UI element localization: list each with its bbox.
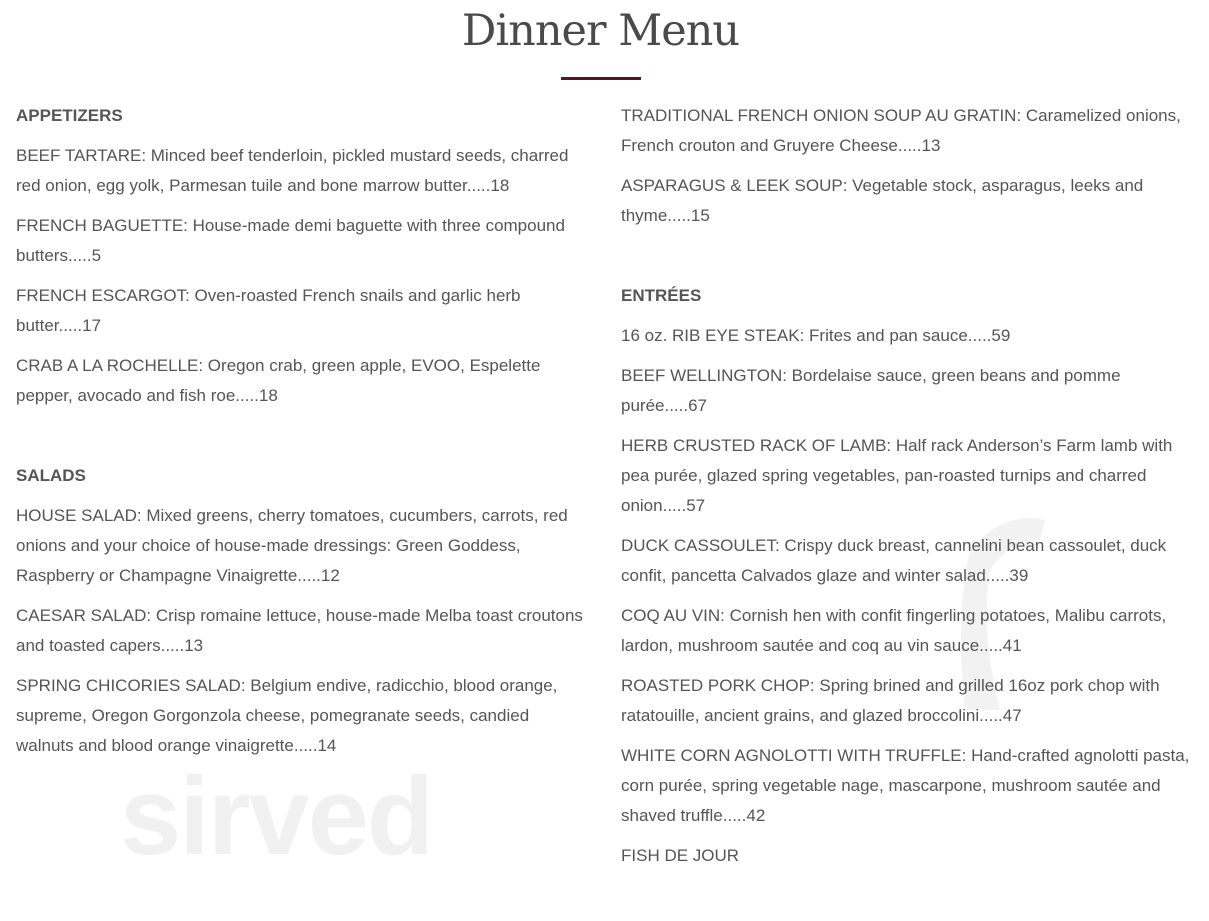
menu-item: WHITE CORN AGNOLOTTI WITH TRUFFLE: Hand-crafted agnolotti pasta, corn purée, spring vegetable nage, mascarpone, mushroom sautée and shaved truffle.....42 <box>621 746 1190 825</box>
menu-item: SPRING CHICORIES SALAD: Belgium endive, radicchio, blood orange, supreme, Oregon Gorgonzola cheese, pomegranate seeds, candied walnuts and blood orange vinaigrette.....14 <box>16 676 558 755</box>
menu-item: TRADITIONAL FRENCH ONION SOUP AU GRATIN: Caramelized onions, French crouton and Gruyere Cheese.....13 <box>621 106 1181 155</box>
menu-item: CAESAR SALAD: Crisp romaine lettuce, house-made Melba toast croutons and toasted capers.....13 <box>16 606 583 655</box>
menu-item: DUCK CASSOULET: Crispy duck breast, cannelini bean cassoulet, duck confit, pancetta Calvados glaze and winter salad.....39 <box>621 536 1167 585</box>
menu-item: CRAB A LA ROCHELLE: Oregon crab, green apple, EVOO, Espelette pepper, avocado and fish roe.....18 <box>16 356 541 405</box>
menu-item: HERB CRUSTED RACK OF LAMB: Half rack Anderson’s Farm lamb with pea purée, glazed spring vegetables, pan-roasted turnips and charred onion.....57 <box>621 436 1173 515</box>
menu-item: HOUSE SALAD: Mixed greens, cherry tomatoes, cucumbers, carrots, red onions and your choice of house-made dressings: Green Goddess, Raspberry or Champagne Vinaigrette.....12 <box>16 506 568 585</box>
left-column <box>16 101 586 811</box>
section-heading: ENTRÉES <box>621 286 702 305</box>
sirved-watermark: sirved <box>120 755 433 878</box>
menu-item: FRENCH BAGUETTE: House-made demi baguette with three compound butters.....5 <box>16 216 565 265</box>
menu-item: FRENCH ESCARGOT: Oven-roasted French snails and garlic herb butter.....17 <box>16 286 521 335</box>
section-heading: APPETIZERS <box>16 106 123 125</box>
menu-section <box>621 101 1191 231</box>
menu-item: BEEF TARTARE: Minced beef tenderloin, pickled mustard seeds, charred red onion, egg yolk, Parmesan tuile and bone marrow butter.....18 <box>16 146 569 195</box>
menu-item: BEEF WELLINGTON: Bordelaise sauce, green beans and pomme purée.....67 <box>621 366 1121 415</box>
menu-item: ROASTED PORK CHOP: Spring brined and grilled 16oz pork chop with ratatouille, ancient grains, and glazed broccolini.....47 <box>621 676 1160 725</box>
menu-item: 16 oz. RIB EYE STEAK: Frites and pan sauce.....59 <box>621 326 1011 345</box>
menu-section <box>16 461 586 761</box>
title-divider <box>561 77 641 80</box>
menu-item: ASPARAGUS & LEEK SOUP: Vegetable stock, asparagus, leeks and thyme.....15 <box>621 176 1144 225</box>
menu-section <box>621 281 1191 871</box>
menu-item: FISH DE JOUR <box>621 846 740 865</box>
menu-section <box>16 101 586 411</box>
right-column <box>621 101 1191 921</box>
section-heading: SALADS <box>16 466 86 485</box>
menu-item: COQ AU VIN: Cornish hen with confit fingerling potatoes, Malibu carrots, lardon, mushroom sautée and coq au vin sauce.....41 <box>621 606 1167 655</box>
page-title: Dinner Menu <box>461 6 740 56</box>
